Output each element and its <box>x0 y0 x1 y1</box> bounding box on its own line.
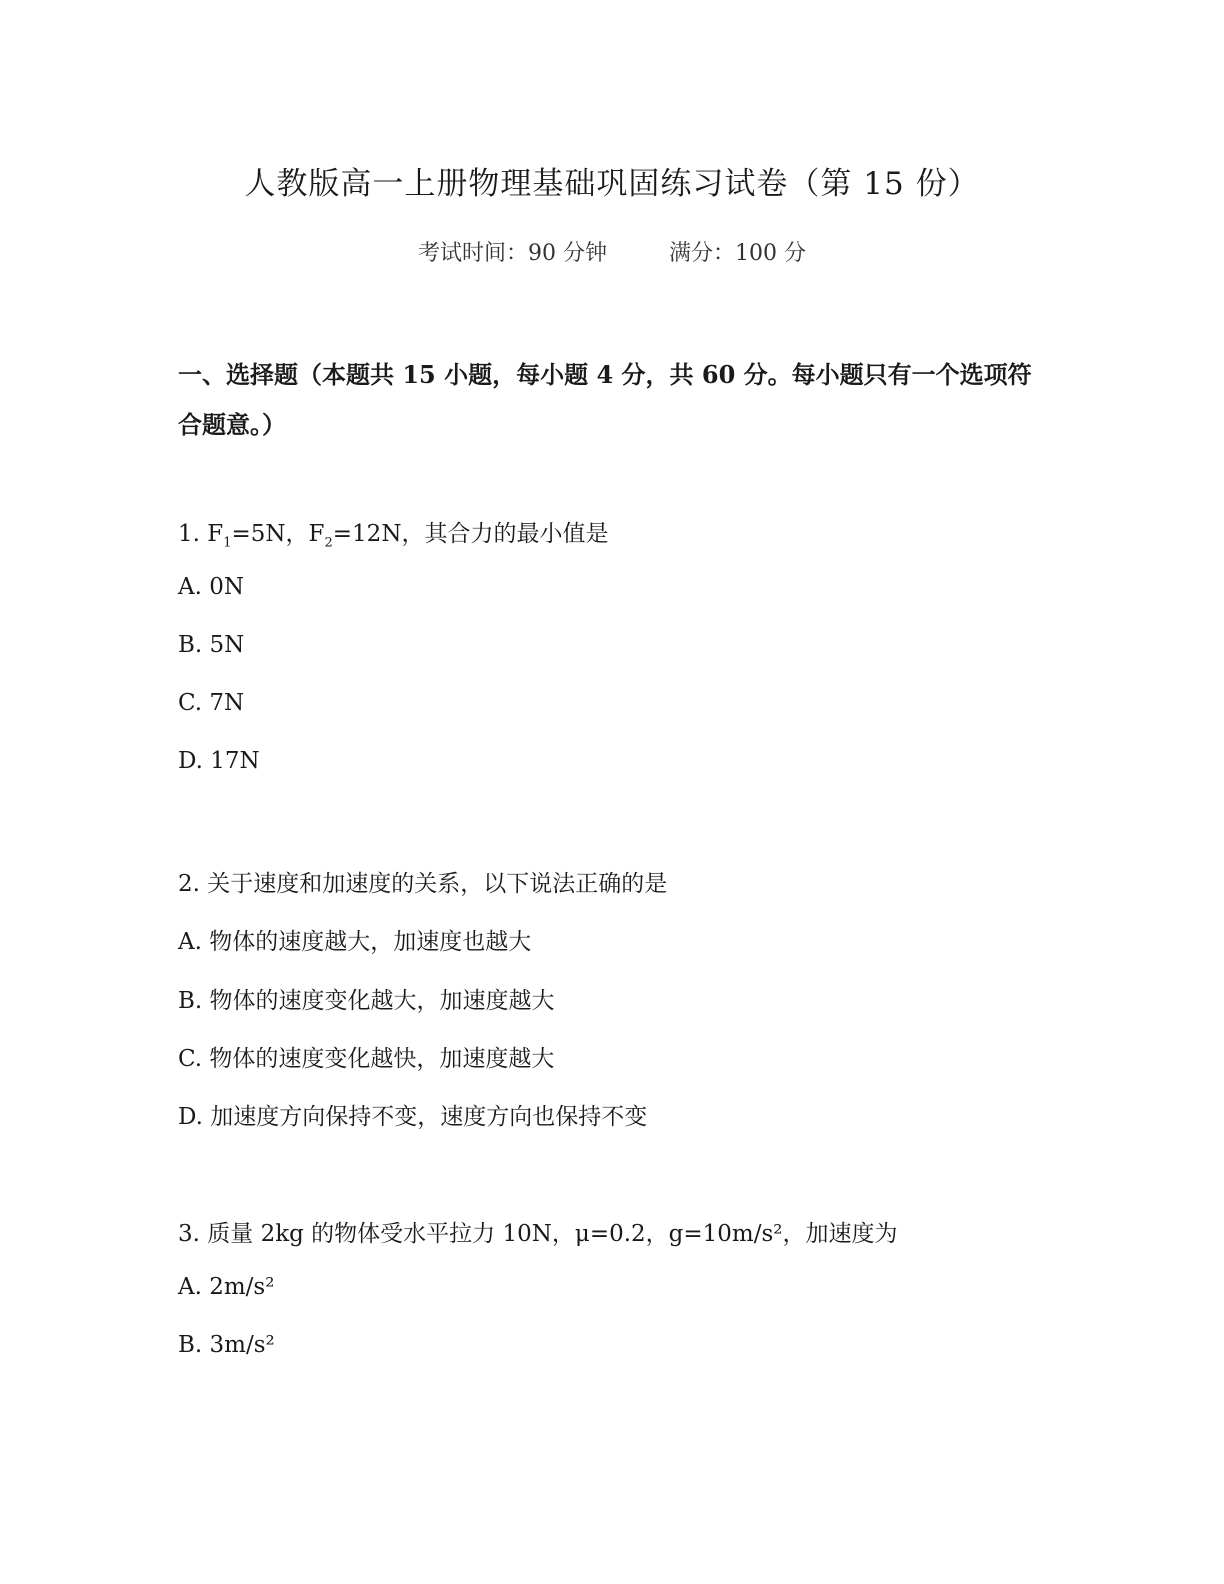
question-3-option-b: B. 3m/s² <box>178 1332 275 1358</box>
question-1-stem: 1. $F_1=5N$，$F_2=12N$，其合力的最小值是 <box>178 521 609 551</box>
question-2-option-c: C. 物体的速度变化越快，加速度越大 <box>178 1046 555 1072</box>
question-1-option-b: B. 5N <box>178 632 245 658</box>
question-3-option-a: A. 2m/s² <box>178 1274 275 1300</box>
question-1-option-c: C. 7N <box>178 690 245 716</box>
question-1-option-a: A. 0N <box>178 574 244 600</box>
exam-score: 满分：100 分 <box>669 241 806 266</box>
exam-time: 考试时间：90 分钟 <box>418 241 607 266</box>
question-1-option-d: D. 17N <box>178 748 260 774</box>
question-2-stem: 2. 关于速度和加速度的关系，以下说法正确的是 <box>178 871 668 897</box>
question-3-stem: 3. 质量 2kg 的物体受水平拉力 10N，μ=0.2，g=10m/s²，加速度为 <box>178 1221 898 1247</box>
question-2-option-b: B. 物体的速度变化越大，加速度越大 <box>178 988 555 1014</box>
question-2-option-a: A. 物体的速度越大，加速度也越大 <box>178 929 532 955</box>
question-2-option-d: D. 加速度方向保持不变，速度方向也保持不变 <box>178 1104 648 1130</box>
exam-meta <box>0 236 1224 267</box>
exam-title: 人教版高一上册物理基础巩固练习试卷（第 15 份） <box>244 166 980 202</box>
section-heading: 一、选择题（本题共 15 小题，每小题 4 分，共 60 分。每小题只有一个选项符合题意。） <box>178 360 1032 439</box>
